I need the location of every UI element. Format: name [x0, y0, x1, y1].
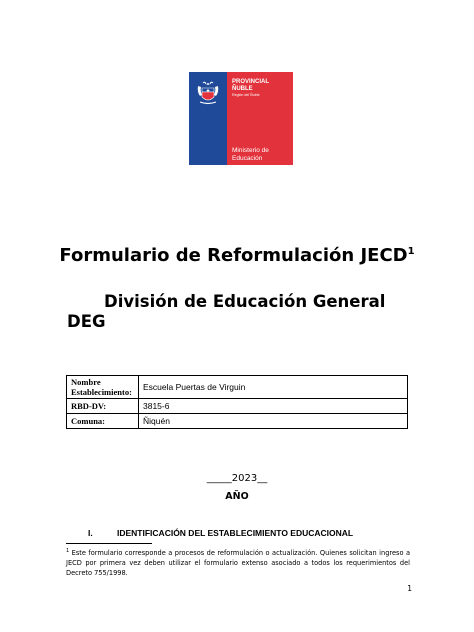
table-row-rbd: [67, 399, 408, 414]
section-title: IDENTIFICACIÓN DEL ESTABLECIMIENTO EDUCACIONAL: [117, 528, 354, 538]
title-footnote-mark: 1: [407, 246, 415, 257]
logo-text-region: Región del Ñuble: [232, 93, 260, 97]
value-comuna: Ñiquén: [139, 414, 408, 429]
year-field: _____2023__: [206, 473, 268, 484]
value-rbd: 3815-6: [139, 399, 408, 414]
year-label: AÑO: [225, 491, 249, 502]
section-heading: [88, 528, 353, 538]
table-row-comuna: [67, 414, 408, 429]
footnote-text: Este formulario corresponde a procesos de reformulación o actualización. Quienes solicitan ingreso a JECD por primera vez deben utilizar el formulario extenso asociado a todos los requerimientos del Decreto 755/1998.: [66, 549, 410, 578]
table-row-name: [67, 376, 408, 399]
section-number: I.: [88, 528, 93, 538]
label-school-name: Nombre Establecimiento:: [67, 376, 139, 399]
footnote-mark: 1: [66, 548, 70, 554]
division-title-line1: División de Educación General: [104, 292, 386, 311]
logo-text-provincial: PROVINCIAL ÑUBLE: [232, 79, 270, 92]
coat-of-arms-icon: [193, 78, 223, 108]
division-title-line2: DEG: [67, 312, 106, 331]
ministry-logo: [189, 72, 293, 165]
logo-text-ministry: Ministerio de Educación: [232, 147, 269, 162]
label-comuna: Comuna:: [67, 414, 139, 429]
school-info-table: [66, 375, 408, 429]
footnote: [66, 546, 410, 578]
page-number: 1: [407, 584, 412, 593]
label-rbd: RBD-DV:: [67, 399, 139, 414]
value-school-name: Escuela Puertas de Virguin: [139, 376, 408, 399]
footnote-divider: [66, 543, 152, 544]
document-title: Formulario de Reformulación JECD$^1$: [59, 245, 415, 266]
